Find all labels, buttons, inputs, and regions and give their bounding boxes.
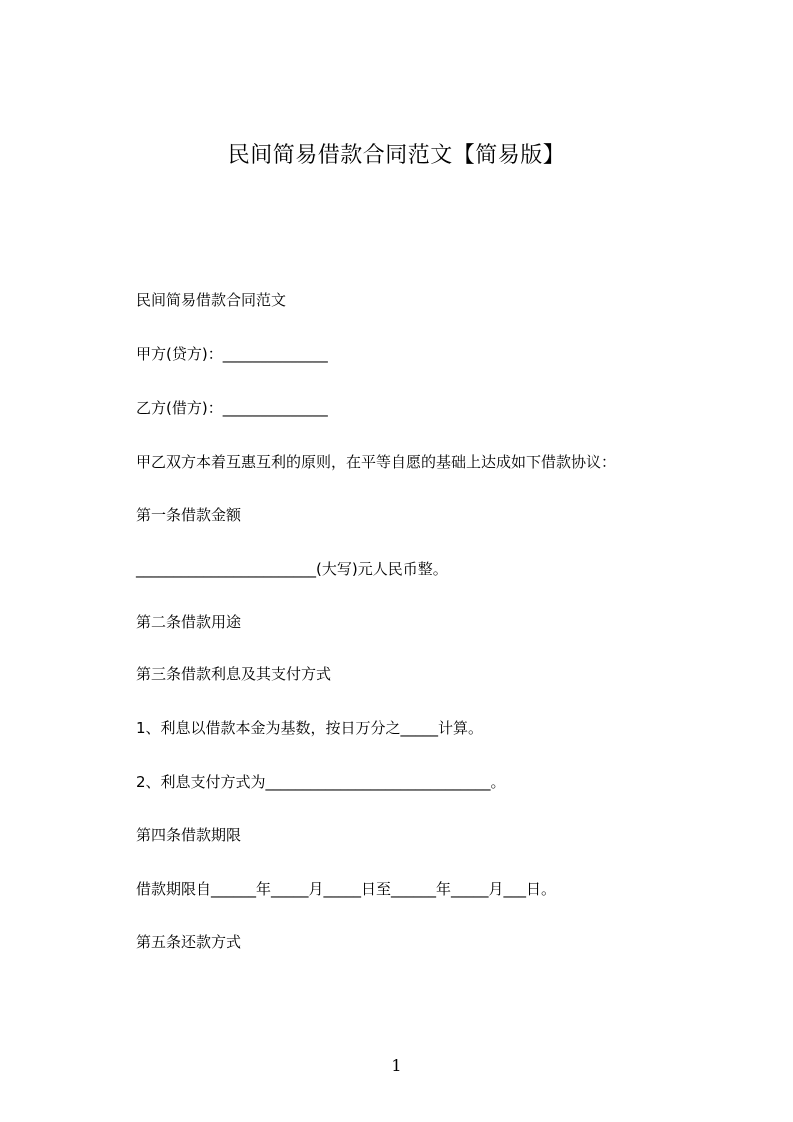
article-3-title: 第三条借款利息及其支付方式 — [136, 665, 332, 683]
article-5-title: 第五条还款方式 — [136, 933, 242, 951]
agreement-intro: 甲乙双方本着互惠互利的原则，在平等自愿的基础上达成如下借款协议： — [136, 453, 617, 471]
article-2-title: 第二条借款用途 — [136, 613, 242, 631]
contract-heading: 民间简易借款合同范文 — [136, 291, 287, 309]
loan-amount-line: ________________________(大写)元人民币整。 — [136, 560, 448, 578]
article-4-title: 第四条借款期限 — [136, 826, 242, 844]
document-title: 民间简易借款合同范文【简易版】 — [227, 143, 566, 168]
party-b-borrower-line: 乙方(借方)：______________ — [136, 399, 328, 417]
loan-term-line: 借款期限自______年_____月_____日至______年_____月___日。 — [136, 880, 557, 898]
article-1-title: 第一条借款金额 — [136, 506, 242, 524]
interest-payment-line: 2、利息支付方式为______________________________。 — [136, 773, 506, 791]
party-a-lender-line: 甲方(贷方)：______________ — [136, 345, 328, 363]
interest-rate-line: 1、利息以借款本金为基数，按日万分之_____计算。 — [136, 719, 484, 737]
page-number: 1 — [391, 1056, 402, 1075]
